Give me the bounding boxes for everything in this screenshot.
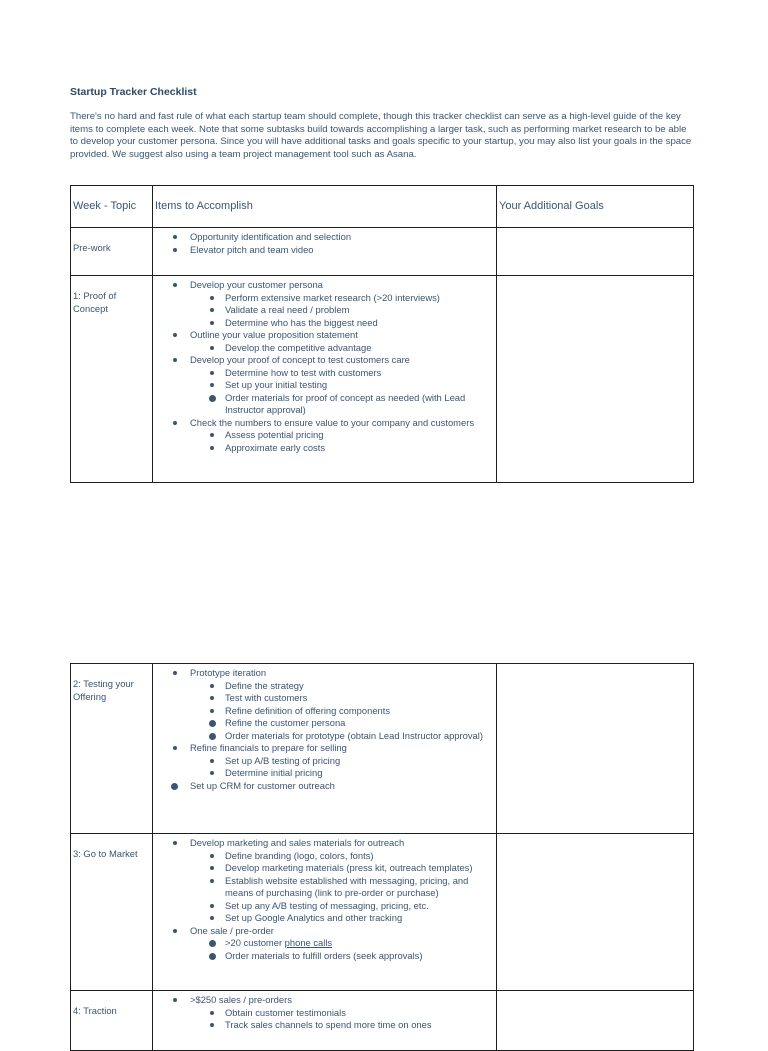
- list-item: Assess potential pricing: [190, 429, 496, 442]
- list-item: Test with customers: [190, 692, 496, 705]
- list-item: Track sales channels to spend more time on ones: [190, 1019, 496, 1032]
- row-topic: 3: Go to Market: [71, 834, 153, 991]
- row-topic: 1: Proof of Concept: [71, 276, 153, 483]
- list-item: Perform extensive market research (>20 interviews): [190, 292, 496, 305]
- goals-cell[interactable]: [497, 276, 694, 483]
- list-item: Refine the customer persona: [190, 717, 496, 730]
- bullet-icon: [209, 940, 216, 947]
- list-item: Define the strategy: [190, 680, 496, 693]
- bullet-icon: [210, 879, 214, 883]
- bullet-icon: [210, 854, 214, 858]
- bullet-icon: [173, 283, 177, 287]
- bullet-icon: [173, 421, 177, 425]
- bullet-icon: [210, 446, 214, 450]
- bullet-icon: [210, 904, 214, 908]
- list-item: One sale / pre-order >20 customer phone calls Order materials to fulfill orders (seek approvals): [153, 925, 496, 963]
- bullet-icon: [210, 346, 214, 350]
- bullet-icon: [210, 433, 214, 437]
- list-item: Check the numbers to ensure value to your company and customers Assess potential pricing Approximate early costs: [153, 417, 496, 455]
- bullet-icon: [173, 841, 177, 845]
- bullet-icon: [210, 321, 214, 325]
- bullet-icon: [209, 720, 216, 727]
- checklist-table-1: [70, 185, 694, 483]
- list-item: Obtain customer testimonials: [190, 1007, 496, 1020]
- row-topic: 4: Traction: [71, 991, 153, 1051]
- goals-cell[interactable]: [497, 664, 694, 834]
- bullet-icon: [210, 383, 214, 387]
- bullet-icon: [210, 709, 214, 713]
- list-item: Establish website established with messaging, pricing, and means of purchasing (link to pre-order or purchase): [190, 875, 496, 900]
- list-item: >$250 sales / pre-orders Obtain customer testimonials Track sales channels to spend more time on ones: [153, 994, 496, 1032]
- bullet-icon: [210, 296, 214, 300]
- list-item: Validate a real need / problem: [190, 304, 496, 317]
- header-additional-goals: Your Additional Goals: [497, 186, 694, 228]
- table-row: [71, 834, 694, 991]
- list-item: Opportunity identification and selection: [153, 231, 496, 244]
- list-item: Develop marketing materials (press kit, outreach templates): [190, 862, 496, 875]
- list-item: Order materials for proof of concept as needed (with Lead Instructor approval): [190, 392, 496, 417]
- document-title: Startup Tracker Checklist: [70, 86, 197, 98]
- list-item: Set up Google Analytics and other tracking: [190, 912, 496, 925]
- bullet-icon: [173, 333, 177, 337]
- bullet-icon: [210, 308, 214, 312]
- table-row: [71, 664, 694, 834]
- goals-cell[interactable]: [497, 991, 694, 1051]
- bullet-icon: [210, 771, 214, 775]
- row-topic: 2: Testing your Offering: [71, 664, 153, 834]
- list-item: Determine how to test with customers: [190, 367, 496, 380]
- bullet-icon: [210, 759, 214, 763]
- bullet-icon: [210, 1011, 214, 1015]
- list-item: Approximate early costs: [190, 442, 496, 455]
- list-item: Set up your initial testing: [190, 379, 496, 392]
- goals-cell[interactable]: [497, 228, 694, 276]
- bullet-icon: [209, 733, 216, 740]
- list-item: >20 customer phone calls: [190, 937, 496, 950]
- list-item: Prototype iteration Define the strategy Test with customers Refine definition of offering components Refine the customer persona Order materials for prototype (obtain Lead Instructor approval): [153, 667, 496, 742]
- list-item: Determine initial pricing: [190, 767, 496, 780]
- header-row: [71, 186, 694, 228]
- table-row: [71, 228, 694, 276]
- list-item: Order materials for prototype (obtain Lead Instructor approval): [190, 730, 496, 743]
- items-cell: [153, 228, 497, 276]
- row-topic: Pre-work: [71, 228, 153, 276]
- items-cell: [153, 664, 497, 834]
- bullet-icon: [171, 783, 178, 790]
- list-item: Set up any A/B testing of messaging, pricing, etc.: [190, 900, 496, 913]
- bullet-icon: [209, 395, 216, 402]
- list-item: Refine definition of offering components: [190, 705, 496, 718]
- bullet-icon: [210, 696, 214, 700]
- items-cell: [153, 834, 497, 991]
- list-item: Determine who has the biggest need: [190, 317, 496, 330]
- list-item: Define branding (logo, colors, fonts): [190, 850, 496, 863]
- header-week-topic: Week - Topic: [71, 186, 153, 228]
- bullet-icon: [173, 248, 177, 252]
- goals-cell[interactable]: [497, 834, 694, 991]
- bullet-icon: [173, 998, 177, 1002]
- list-item: Develop your proof of concept to test customers care Determine how to test with customers Set up your initial testing Order materials for proof of concept as needed (with Lead Instructor approval): [153, 354, 496, 417]
- bullet-icon: [173, 235, 177, 239]
- list-item: Develop the competitive advantage: [190, 342, 496, 355]
- items-cell: [153, 276, 497, 483]
- bullet-icon: [209, 953, 216, 960]
- bullet-icon: [173, 929, 177, 933]
- bullet-icon: [210, 916, 214, 920]
- intro-paragraph: There's no hard and fast rule of what each startup team should complete, though this tracker checklist can serve as a high-level guide of the key items to complete each week. Note that some subtasks build towards accomplishing a larger task, such as performing market research to be able to develop your customer persona. Since you will have additional tasks and goals specific to your startup, you may also list your goals in the space provided. We suggest also using a team project management tool such as Asana.: [70, 111, 692, 160]
- bullet-icon: [210, 866, 214, 870]
- bullet-icon: [173, 358, 177, 362]
- table-row: [71, 991, 694, 1051]
- bullet-icon: [210, 371, 214, 375]
- list-item: Elevator pitch and team video: [153, 244, 496, 257]
- phone-calls-link[interactable]: phone calls: [284, 937, 333, 948]
- checklist-table-2: [70, 663, 694, 1051]
- table-row: [71, 276, 694, 483]
- bullet-icon: [210, 684, 214, 688]
- list-item: Set up A/B testing of pricing: [190, 755, 496, 768]
- header-items: Items to Accomplish: [153, 186, 497, 228]
- list-item: Refine financials to prepare for selling Set up A/B testing of pricing Determine initial pricing: [153, 742, 496, 780]
- list-item: Develop your customer persona Perform extensive market research (>20 interviews) Validate a real need / problem Determine who has the biggest need: [153, 279, 496, 329]
- items-cell: [153, 991, 497, 1051]
- list-item: Develop marketing and sales materials for outreach Define branding (logo, colors, fonts) Develop marketing materials (press kit, outreach templates) Establish website established with messaging, pricing, and means of purchasing (link to pre-order or purchase) Set up any A/B testing of messaging, pricing, etc. Set up Google Analytics and other tracking: [153, 837, 496, 925]
- bullet-icon: [173, 671, 177, 675]
- list-item: Order materials to fulfill orders (seek approvals): [190, 950, 496, 963]
- list-item: Outline your value proposition statement Develop the competitive advantage: [153, 329, 496, 354]
- bullet-icon: [173, 746, 177, 750]
- list-item: Set up CRM for customer outreach: [153, 780, 496, 793]
